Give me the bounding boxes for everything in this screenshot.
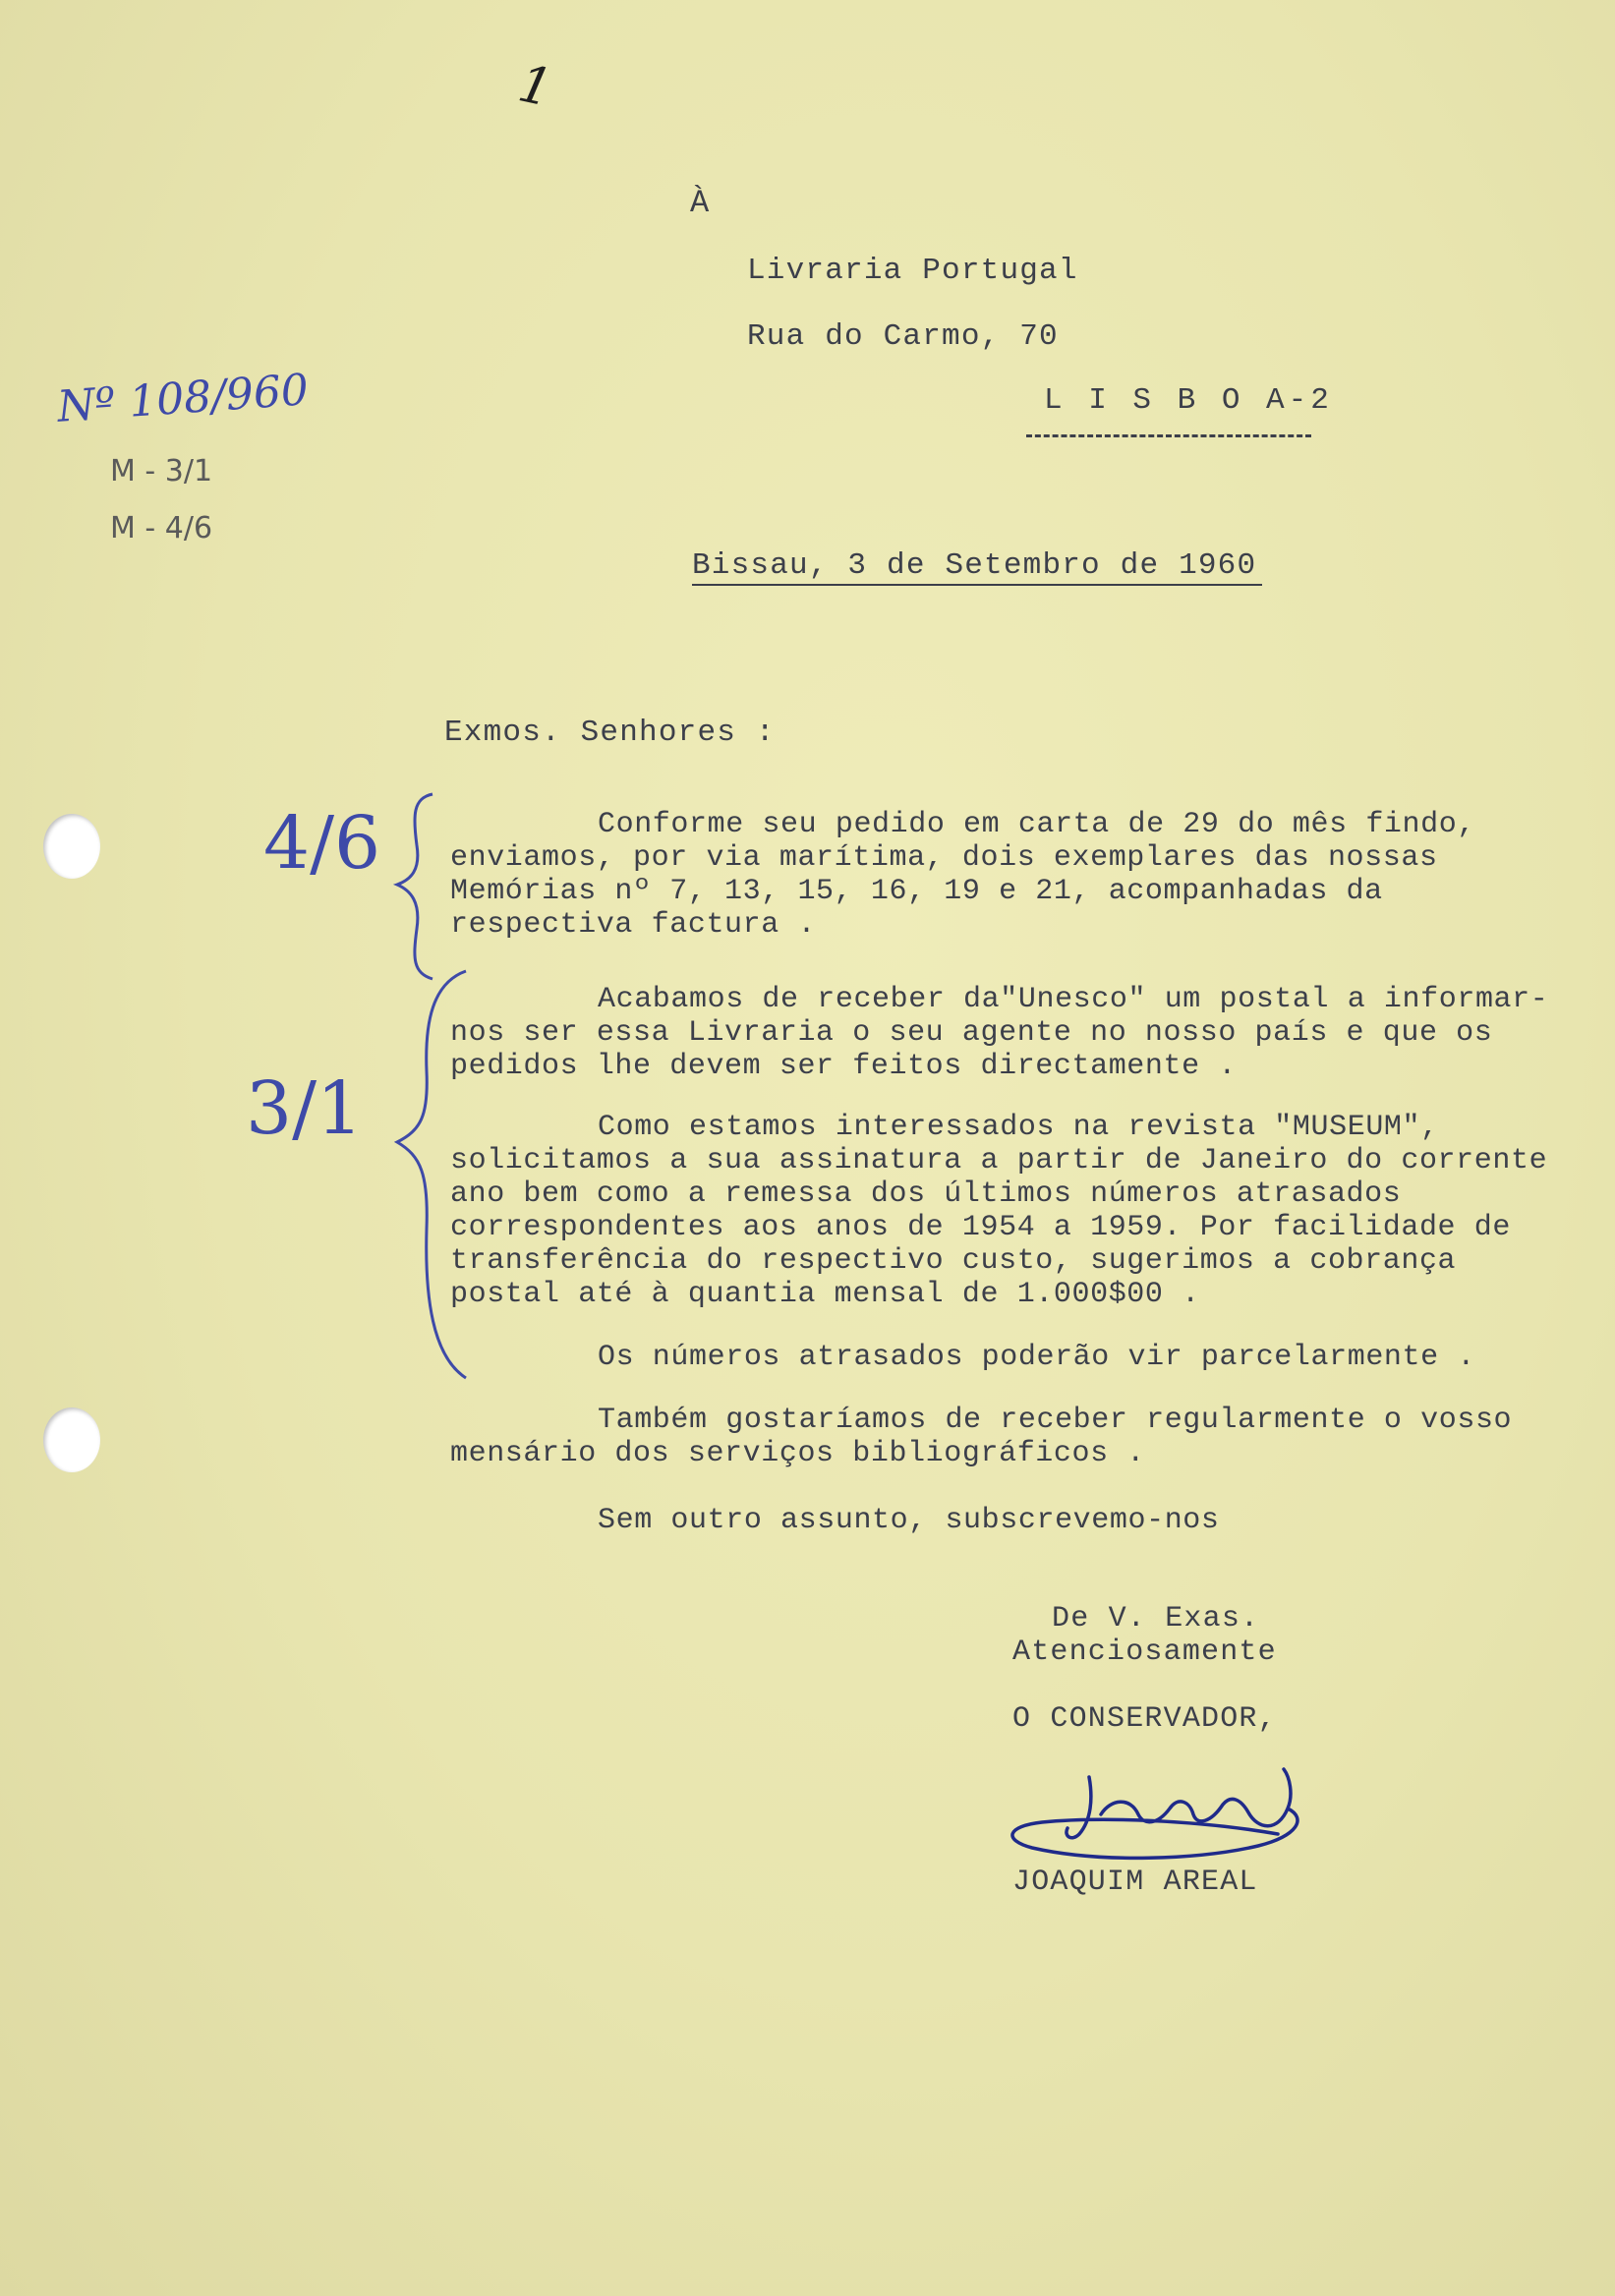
closing-line-1: De V. Exas.: [1052, 1602, 1260, 1636]
punch-hole-top: [43, 814, 100, 879]
address-city: L I S B O A-2: [1044, 383, 1333, 418]
paragraph-1: Conforme seu pedido em carta de 29 do mês findo, enviamos, por via marítima, dois exemplares das nossas Memórias nº 7, 13, 15, 16, 19 e 21, acompanhadas da respectiva factura .: [450, 808, 1494, 942]
date-underline: [692, 584, 1262, 586]
date-line: Bissau, 3 de Setembro de 1960: [692, 548, 1257, 583]
greeting: Exmos. Senhores :: [444, 716, 776, 750]
paragraph-5: Também gostaríamos de receber regularmente o vosso mensário dos serviços bibliográficos .: [450, 1404, 1530, 1470]
file-ref-2: M - 4/6: [110, 511, 213, 545]
paragraph-2: Acabamos de receber da"Unesco" um postal a informar-nos ser essa Livraria o seu agente no nosso país e que os pedidos lhe devem ser feitos directamente .: [450, 983, 1549, 1083]
closing-line-2: Atenciosamente: [1012, 1636, 1277, 1669]
file-ref-1: M - 3/1: [110, 454, 213, 488]
punch-hole-bottom: [43, 1407, 100, 1472]
closing-role: O CONSERVADOR,: [1012, 1702, 1277, 1736]
paragraph-6: Sem outro assunto, subscrevemo-nos: [598, 1504, 1220, 1537]
address-street: Rua do Carmo, 70: [747, 319, 1059, 354]
address-name: Livraria Portugal: [747, 254, 1078, 288]
paragraph-4: Os números atrasados poderão vir parcelarmente .: [598, 1341, 1475, 1374]
reference-number: Nº 108/960: [55, 365, 311, 432]
paragraph-3: Como estamos interessados na revista "MUSEUM", solicitamos a sua assinatura a partir de Janeiro do corrente ano bem como a remessa dos últimos números atrasados correspondentes aos anos de 1954 a 1959. Por facilidade de transferência do respectivo custo, sugerimos a cobrança postal até à quantia mensal de 1.000$00 .: [450, 1111, 1566, 1311]
closing-name: JOAQUIM AREAL: [1012, 1866, 1258, 1899]
address-prefix: À: [690, 185, 711, 221]
bracket-note-4-6: 4/6: [263, 801, 381, 886]
address-city-underline: [1026, 434, 1311, 437]
brace-paragraph-1: [397, 794, 433, 979]
page-number: 1: [513, 54, 557, 119]
bracket-note-3-1: 3/1: [246, 1066, 364, 1151]
